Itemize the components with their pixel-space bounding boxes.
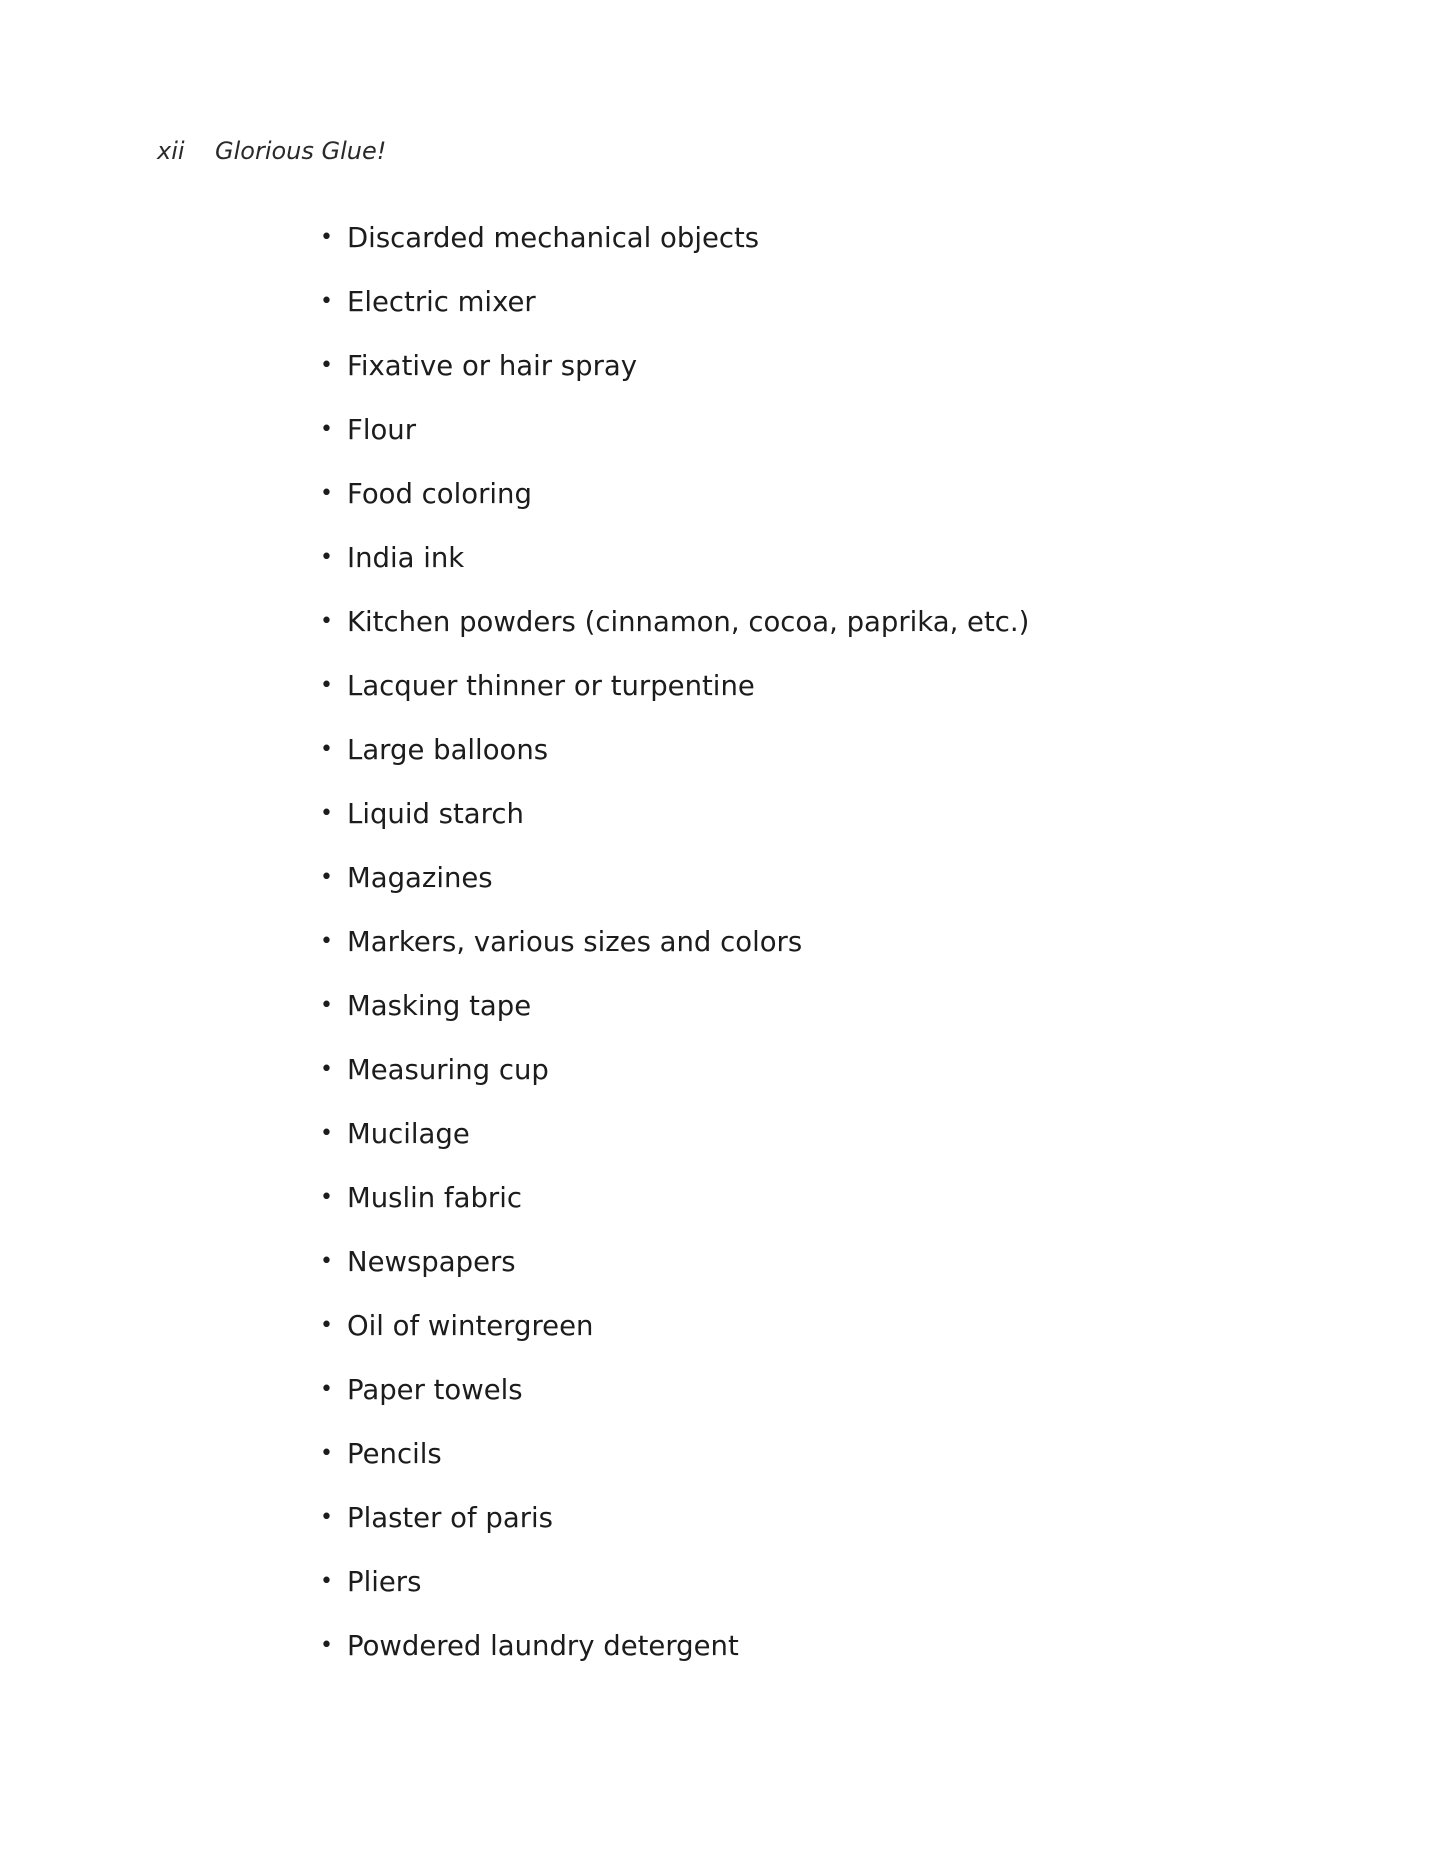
list-item-text: Newspapers	[347, 1246, 516, 1278]
bullet-icon: •	[320, 1057, 333, 1082]
bullet-icon: •	[320, 929, 333, 954]
bullet-icon: •	[320, 865, 333, 890]
list-item-text: Kitchen powders (cinnamon, cocoa, paprika, etc.)	[347, 606, 1030, 638]
list-item	[320, 474, 1029, 538]
bullet-icon: •	[320, 1505, 333, 1530]
list-item-text: Oil of wintergreen	[347, 1310, 594, 1342]
list-item-text: India ink	[347, 542, 465, 574]
list-item-text: Food coloring	[347, 478, 532, 510]
list-item-text: Discarded mechanical objects	[347, 222, 760, 254]
list-item-text: Pencils	[347, 1438, 442, 1470]
list-item	[320, 1242, 1029, 1306]
bullet-icon: •	[320, 609, 333, 634]
supply-list	[320, 218, 1029, 1690]
bullet-icon: •	[320, 801, 333, 826]
bullet-icon: •	[320, 1569, 333, 1594]
list-item-text: Lacquer thinner or turpentine	[347, 670, 755, 702]
list-item	[320, 986, 1029, 1050]
bullet-icon: •	[320, 1313, 333, 1338]
bullet-icon: •	[320, 1441, 333, 1466]
bullet-icon: •	[320, 225, 333, 250]
list-item	[320, 1498, 1029, 1562]
list-item-text: Large balloons	[347, 734, 549, 766]
list-item	[320, 922, 1029, 986]
bullet-icon: •	[320, 289, 333, 314]
bullet-icon: •	[320, 1249, 333, 1274]
page-number: xii	[157, 137, 185, 165]
list-item-text: Fixative or hair spray	[347, 350, 637, 382]
list-item-text: Pliers	[347, 1566, 422, 1598]
bullet-icon: •	[320, 1185, 333, 1210]
bullet-icon: •	[320, 353, 333, 378]
list-item	[320, 666, 1029, 730]
list-item-text: Magazines	[347, 862, 493, 894]
bullet-icon: •	[320, 545, 333, 570]
list-item	[320, 730, 1029, 794]
bullet-icon: •	[320, 481, 333, 506]
bullet-icon: •	[320, 1377, 333, 1402]
list-item	[320, 538, 1029, 602]
bullet-icon: •	[320, 1633, 333, 1658]
list-item-text: Mucilage	[347, 1118, 470, 1150]
list-item	[320, 410, 1029, 474]
list-item-text: Electric mixer	[347, 286, 536, 318]
list-item-text: Plaster of paris	[347, 1502, 553, 1534]
list-item	[320, 1114, 1029, 1178]
bullet-icon: •	[320, 417, 333, 442]
running-head	[157, 136, 386, 166]
list-item	[320, 218, 1029, 282]
list-item-text: Masking tape	[347, 990, 532, 1022]
list-item-text: Markers, various sizes and colors	[347, 926, 803, 958]
list-item-text: Measuring cup	[347, 1054, 549, 1086]
list-item	[320, 1434, 1029, 1498]
list-item	[320, 794, 1029, 858]
bullet-icon: •	[320, 673, 333, 698]
list-item-text: Liquid starch	[347, 798, 524, 830]
list-item	[320, 282, 1029, 346]
list-item-text: Powdered laundry detergent	[347, 1630, 739, 1662]
list-item	[320, 1626, 1029, 1690]
list-item	[320, 1306, 1029, 1370]
list-item-text: Muslin fabric	[347, 1182, 522, 1214]
list-item	[320, 1178, 1029, 1242]
list-item	[320, 346, 1029, 410]
book-title: Glorious Glue!	[215, 137, 387, 165]
list-item-text: Paper towels	[347, 1374, 523, 1406]
list-item	[320, 602, 1029, 666]
bullet-icon: •	[320, 1121, 333, 1146]
list-item	[320, 1050, 1029, 1114]
bullet-icon: •	[320, 737, 333, 762]
list-item	[320, 1562, 1029, 1626]
bullet-icon: •	[320, 993, 333, 1018]
list-item-text: Flour	[347, 414, 417, 446]
list-item	[320, 1370, 1029, 1434]
list-item	[320, 858, 1029, 922]
